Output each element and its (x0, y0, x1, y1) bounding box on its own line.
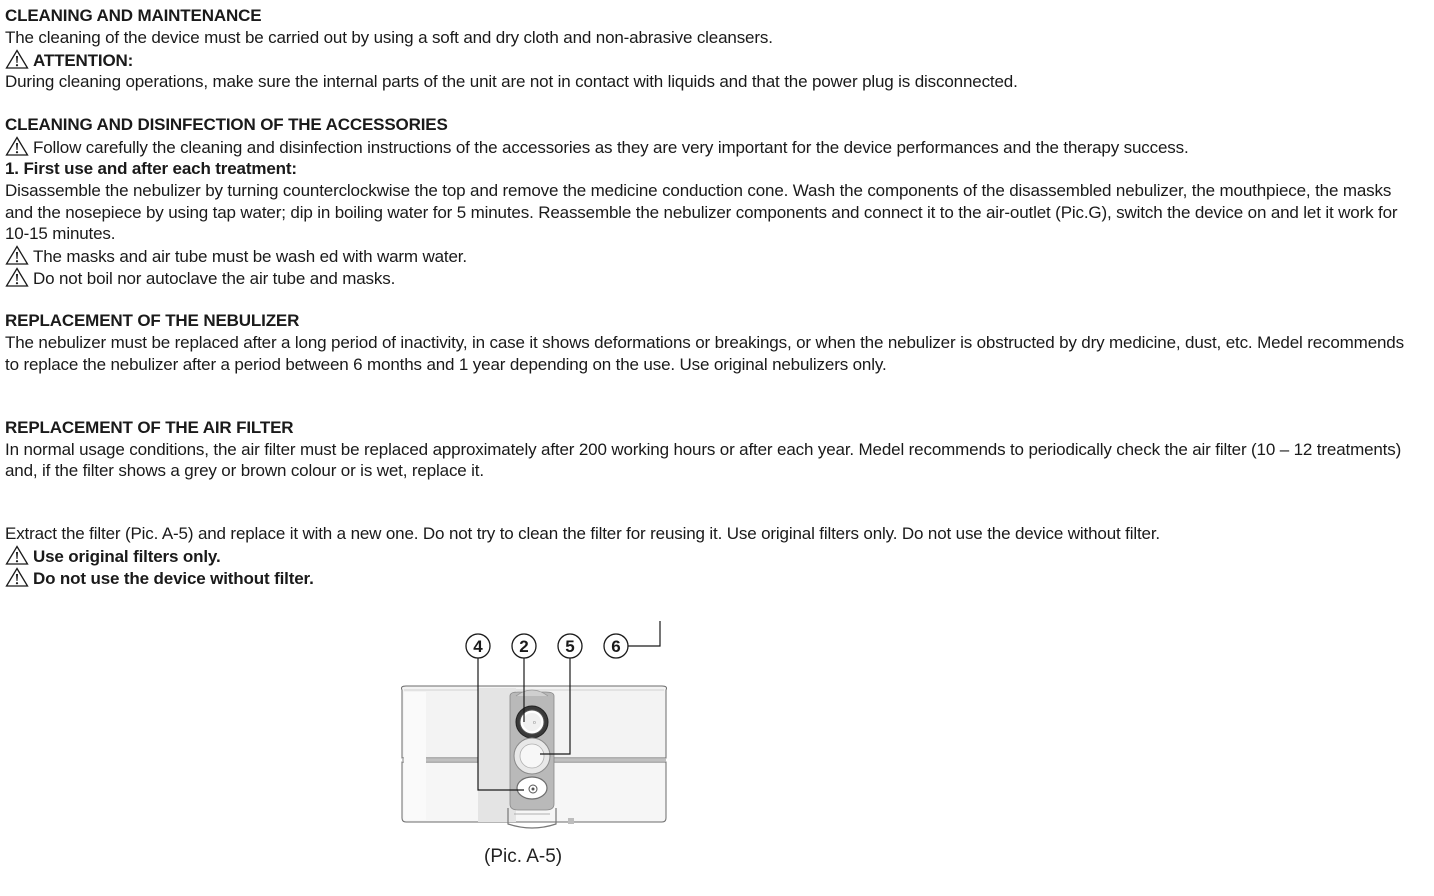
cleaning-instruction-text: The cleaning of the device must be carried out by using a soft and dry cloth and non-abrasive cleansers. (5, 28, 773, 47)
attention-text: During cleaning operations, make sure the internal parts of the unit are not in contact with liquids and that the power plug is disconnected. (5, 72, 1018, 91)
attention-label: ATTENTION: (33, 51, 134, 70)
warning-line-masks-wash (5, 245, 1405, 267)
extract-filter-text: Extract the filter (Pic. A-5) and replace it with a new one. Do not try to clean the filter for reusing it. Use original filters only. Do not use the device without filter. (5, 523, 1160, 543)
callout-label-5: 5 (565, 637, 575, 656)
warning-triangle-icon (5, 245, 29, 265)
section-heading-cleaning-disinfection: CLEANING AND DISINFECTION OF THE ACCESSORIES (5, 115, 448, 134)
warning-text-masks-wash: The masks and air tube must be wash ed with warm water. (33, 247, 467, 267)
warning-text-no-filter: Do not use the device without filter. (33, 568, 314, 588)
replacement-nebulizer-paragraph: The nebulizer must be replaced after a long period of inactivity, in case it shows deformations or breakings, or when the nebulizer is obstructed by dry medicine, dust, etc. Medel recommends to replace the nebulizer after a period between 6 months and 1 year depending on the use. Use original nebulizers only. (5, 333, 1404, 374)
section-heading-cleaning-maintenance: CLEANING AND MAINTENANCE (5, 6, 262, 25)
warning-triangle-icon (5, 567, 29, 587)
callout-6 (604, 634, 628, 658)
warning-text-follow-instructions: Follow carefully the cleaning and disinfection instructions of the accessories as they are very important for the device performances and the therapy success. (33, 138, 1189, 157)
device-body (402, 686, 667, 828)
figure-caption: (Pic. A-5) (484, 846, 563, 867)
callout-label-6: 6 (611, 637, 621, 656)
warning-line-follow-instructions (5, 136, 1405, 158)
subheading-first-use: 1. First use and after each treatment: (5, 159, 297, 178)
device-illustration (392, 618, 682, 848)
warning-triangle-icon (5, 136, 29, 156)
section-heading-replacement-air-filter: REPLACEMENT OF THE AIR FILTER (5, 417, 294, 437)
warning-line-no-filter (5, 567, 1405, 589)
warning-text-original-filters: Use original filters only. (33, 546, 221, 566)
warning-text-no-boil: Do not boil nor autoclave the air tube and masks. (33, 269, 396, 289)
disassemble-paragraph: Disassemble the nebulizer by turning counterclockwise the top and remove the medicine conduction cone. Wash the components of the disassembled nebulizer, the mouthpiece, the masks and the nosepiece by using tap water; dip in boiling water for 5 minutes. Reassemble the nebulizer components and connect it to the air-outlet (Pic.G), switch the device on and let it work for 10-15 minutes. (5, 181, 1398, 244)
section-heading-replacement-nebulizer: REPLACEMENT OF THE NEBULIZER (5, 311, 300, 331)
svg-text:o: o (533, 720, 536, 726)
warning-triangle-icon (5, 545, 29, 565)
callout-label-2: 2 (519, 637, 529, 656)
document-page (5, 5, 1405, 589)
warning-triangle-icon (5, 267, 29, 287)
warning-line-original-filters (5, 545, 1405, 567)
callout-5 (558, 634, 582, 658)
air-filter-paragraph: In normal usage conditions, the air filter must be replaced approximately after 200 working hours or after each year. Medel recommends to periodically check the air filter (10 – 12 treatments) and, if the filter shows a grey or brown colour or is wet, replace it. (5, 439, 1402, 481)
warning-line-no-boil (5, 267, 1405, 289)
warning-triangle-icon (5, 49, 29, 69)
callout-2 (512, 634, 536, 658)
callout-label-4: 4 (473, 637, 483, 656)
callout-4 (466, 634, 490, 658)
attention-line (5, 49, 1405, 71)
